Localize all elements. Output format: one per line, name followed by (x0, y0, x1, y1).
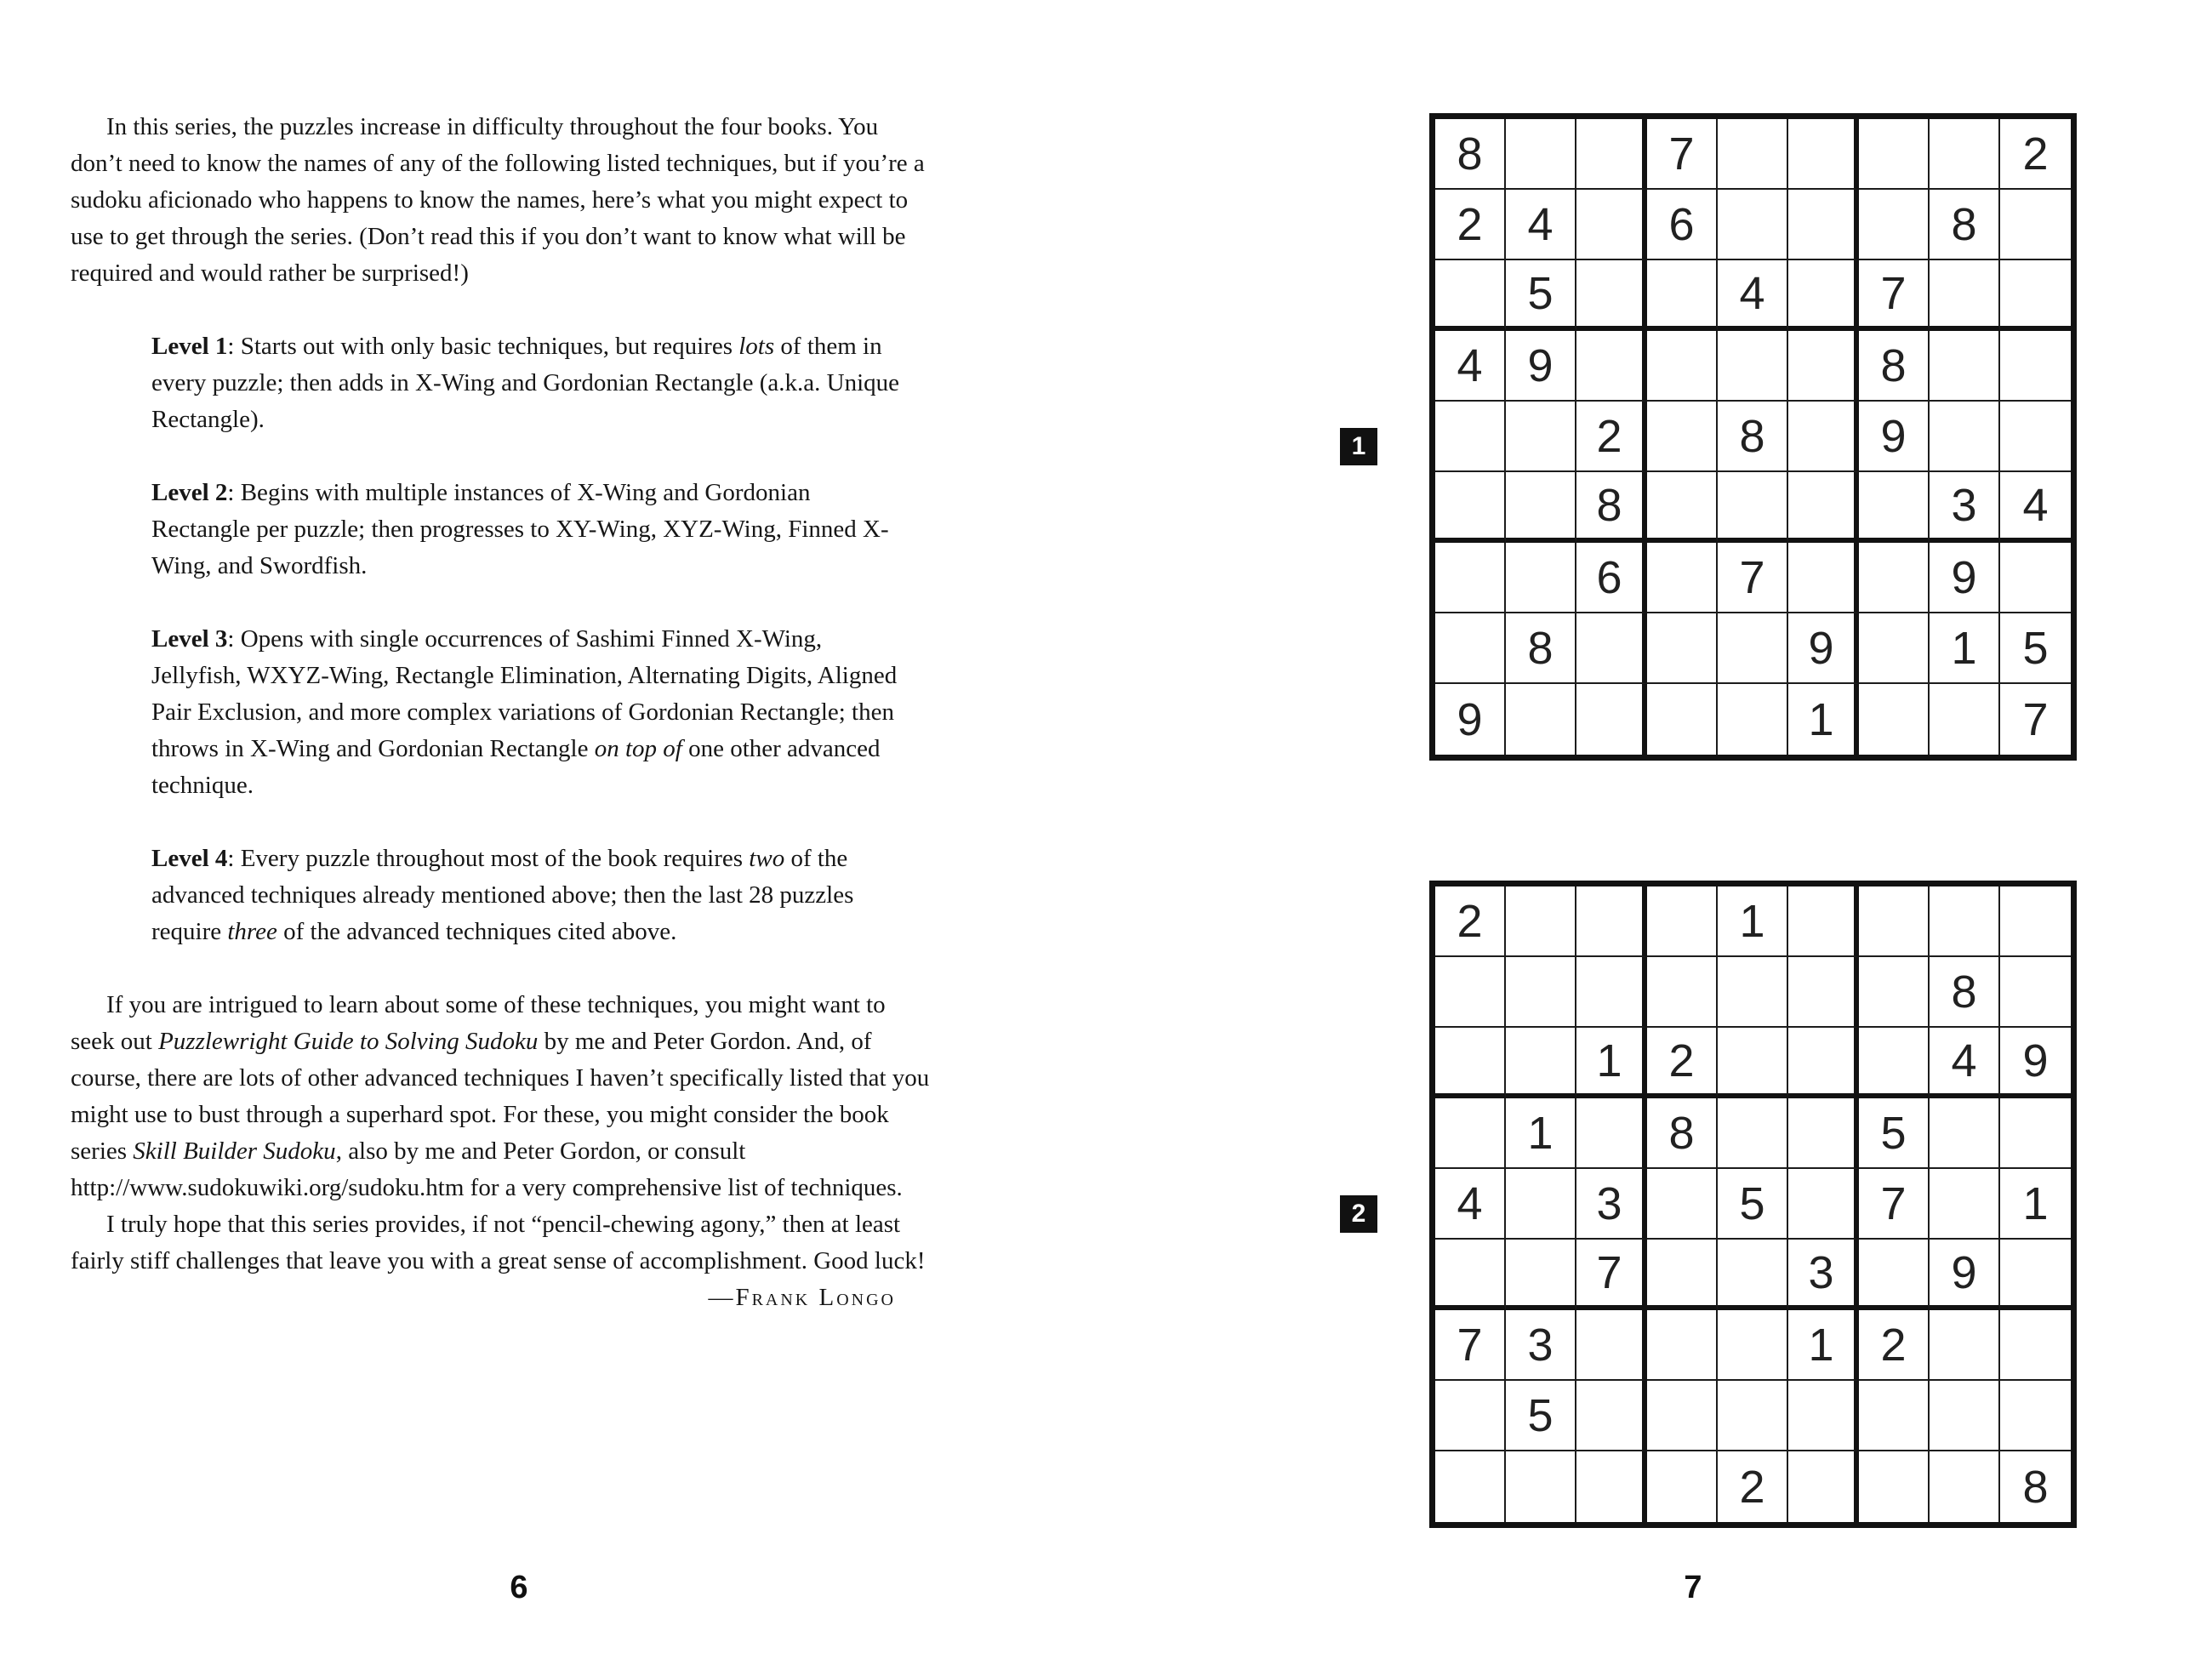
sudoku-cell: 5 (1506, 1381, 1576, 1451)
sudoku-cell (1930, 887, 2000, 957)
text-run: Level 3 (151, 625, 228, 653)
sudoku-cell (1788, 1098, 1859, 1169)
sudoku-cell: 6 (1576, 543, 1647, 613)
intro-paragraph (71, 109, 932, 292)
sudoku-cell: 4 (1930, 1028, 2000, 1098)
sudoku-cell: 5 (1506, 260, 1576, 331)
sudoku-cell (2000, 957, 2071, 1028)
sudoku-cell (2000, 887, 2071, 957)
puzzle-2 (1340, 881, 2097, 1548)
text-run: Puzzlewright Guide to Solving Sudoku (158, 1028, 539, 1055)
text-run: : Every puzzle throughout most of the book requires (227, 845, 750, 872)
sudoku-cell (1859, 1240, 1930, 1310)
sudoku-cell (1930, 119, 2000, 190)
sudoku-cell (1576, 1381, 1647, 1451)
sudoku-cell (1576, 119, 1647, 190)
sudoku-cell (1506, 1169, 1576, 1240)
sudoku-cell (2000, 260, 2071, 331)
sudoku-cell: 5 (1859, 1098, 1930, 1169)
sudoku-cell: 9 (1930, 1240, 2000, 1310)
sudoku-cell (1788, 402, 1859, 472)
sudoku-cell (1647, 543, 1718, 613)
sudoku-cell: 1 (1576, 1028, 1647, 1098)
puzzle-1 (1340, 113, 2097, 781)
text-run: on top of (594, 735, 682, 762)
sudoku-cell: 4 (1718, 260, 1788, 331)
sudoku-cell (1506, 684, 1576, 755)
sudoku-cell: 2 (1576, 402, 1647, 472)
text-run: Level 1 (151, 333, 228, 360)
text-run: by me and Peter Gordon. And, of course, there are lots of other advanced techniques I haven’t specifically listed that you might use to bust through a superhard spot. For these, you might consider the book series (71, 1028, 930, 1165)
sudoku-cell: 8 (1576, 472, 1647, 543)
sudoku-cell: 2 (1859, 1310, 1930, 1381)
sudoku-cell (1859, 887, 1930, 957)
sudoku-cell (1576, 957, 1647, 1028)
page-number-left: 6 (510, 1570, 528, 1605)
sudoku-cell: 3 (1576, 1169, 1647, 1240)
sudoku-cell (1647, 1310, 1718, 1381)
sudoku-cell (1788, 1028, 1859, 1098)
text-run: lots (738, 333, 775, 360)
sudoku-cell (1576, 1310, 1647, 1381)
sudoku-cell (1788, 887, 1859, 957)
sudoku-cell: 3 (1506, 1310, 1576, 1381)
sudoku-cell (1718, 684, 1788, 755)
sudoku-cell: 2 (1718, 1451, 1788, 1522)
sudoku-cell (1859, 613, 1930, 684)
sudoku-cell (1435, 543, 1506, 613)
page-number-right: 7 (1684, 1570, 1702, 1605)
sudoku-cell (1718, 613, 1788, 684)
sudoku-cell (1576, 684, 1647, 755)
level-3-paragraph (151, 621, 915, 804)
sudoku-cell: 8 (1930, 957, 2000, 1028)
sudoku-cell: 6 (1647, 190, 1718, 260)
sudoku-cell (1859, 957, 1930, 1028)
sudoku-cell (1647, 260, 1718, 331)
sudoku-cell: 4 (1435, 1169, 1506, 1240)
sudoku-cell (1859, 1451, 1930, 1522)
sudoku-cell: 3 (1788, 1240, 1859, 1310)
sudoku-cell: 1 (1930, 613, 2000, 684)
text-run: of the advanced techniques already mentioned above; then the last 28 puzzles require (151, 845, 854, 945)
text-run: three (227, 918, 277, 945)
closing-paragraph-2 (71, 1206, 932, 1280)
sudoku-cell (1647, 957, 1718, 1028)
sudoku-cell (1576, 260, 1647, 331)
sudoku-cell (1647, 331, 1718, 402)
text-run: Skill Builder Sudoku (133, 1137, 336, 1165)
sudoku-cell (1647, 613, 1718, 684)
level-2-paragraph (151, 475, 915, 584)
sudoku-cell (1859, 543, 1930, 613)
sudoku-cell (1788, 331, 1859, 402)
puzzle-1-label: 1 (1340, 428, 1377, 465)
sudoku-cell: 8 (1506, 613, 1576, 684)
sudoku-cell (1435, 260, 1506, 331)
sudoku-cell: 7 (1647, 119, 1718, 190)
sudoku-cell (1788, 260, 1859, 331)
sudoku-cell (1506, 472, 1576, 543)
sudoku-cell (1930, 1381, 2000, 1451)
author-attribution: —Frank Longo (708, 1284, 896, 1311)
puzzle-2-label: 2 (1340, 1195, 1377, 1233)
sudoku-cell (1506, 1451, 1576, 1522)
sudoku-cell (1576, 190, 1647, 260)
sudoku-cell (1930, 260, 2000, 331)
closing-paragraph-1 (71, 987, 932, 1206)
sudoku-cell (1647, 402, 1718, 472)
sudoku-cell (1718, 1240, 1788, 1310)
sudoku-cell (1647, 1240, 1718, 1310)
sudoku-cell (1788, 190, 1859, 260)
sudoku-cell (1718, 331, 1788, 402)
sudoku-cell (1435, 472, 1506, 543)
text-run: In this series, the puzzles increase in difficulty throughout the four books. You don’t need to know the names of any of the following listed techniques, but if you’re a sudoku aficionado who happens to know the names, here’s what you might expect to use to get through the series. (Don’t read this if you don’t want to know what will be required and would rather be surprised!) (71, 113, 925, 287)
sudoku-cell: 2 (1435, 190, 1506, 260)
sudoku-cell: 7 (2022, 693, 2049, 745)
sudoku-cell (1435, 1240, 1506, 1310)
text-run: Level 2 (151, 479, 228, 506)
text-run: , also by me and Peter Gordon, or consult http://www.sudokuwiki.org/sudoku.htm for a very comprehensive list of techniques. (71, 1137, 903, 1201)
sudoku-cell (1718, 119, 1788, 190)
sudoku-cell: 1 (1788, 684, 1859, 755)
text-run: of the advanced techniques cited above. (276, 918, 677, 945)
sudoku-cell: 8 (1859, 331, 1930, 402)
sudoku-cell (1435, 1098, 1506, 1169)
sudoku-cell (1788, 1451, 1859, 1522)
sudoku-cell (1718, 1381, 1788, 1451)
sudoku-cell (1859, 472, 1930, 543)
sudoku-cell (1930, 1451, 2000, 1522)
text-run: : Starts out with only basic techniques, but requires (227, 333, 739, 360)
sudoku-cell (1930, 1310, 2000, 1381)
sudoku-cell (1506, 1240, 1576, 1310)
sudoku-cell: 4 (1506, 190, 1576, 260)
sudoku-cell: 5 (1718, 1169, 1788, 1240)
sudoku-cell (1718, 1098, 1788, 1169)
sudoku-cell (1576, 331, 1647, 402)
sudoku-cell: 7 (1859, 1169, 1930, 1240)
sudoku-cell: 9 (1788, 613, 1859, 684)
sudoku-grid-2 (1429, 881, 2077, 1528)
sudoku-cell (1647, 887, 1718, 957)
text-run: of them in every puzzle; then adds in X-Wing and Gordonian Rectangle (a.k.a. Unique Rectangle). (151, 333, 900, 433)
sudoku-cell: 1 (1788, 1310, 1859, 1381)
sudoku-cell (1506, 1028, 1576, 1098)
sudoku-cell (1718, 957, 1788, 1028)
sudoku-cell (1718, 1028, 1788, 1098)
sudoku-cell (2000, 190, 2071, 260)
sudoku-cell: 7 (1718, 543, 1788, 613)
sudoku-cell (1435, 1381, 1506, 1451)
sudoku-cell: 4 (2000, 472, 2071, 543)
sudoku-cell: 5 (2000, 613, 2071, 684)
sudoku-cell (1859, 1381, 1930, 1451)
sudoku-cell (1647, 1169, 1718, 1240)
sudoku-cell (1859, 119, 1930, 190)
sudoku-cell (2000, 402, 2071, 472)
sudoku-cell: 7 (1859, 260, 1930, 331)
text-run: : Opens with single occurrences of Sashimi Finned X-Wing, Jellyfish, WXYZ-Wing, Rectangle Elimination, Alternating Digits, Aligned Pair Exclusion, and more complex variations of Gordonian Rectangle; then throws in X-Wing and Gordonian Rectangle (151, 625, 898, 762)
sudoku-cell: 8 (1647, 1098, 1718, 1169)
sudoku-cell (1788, 543, 1859, 613)
sudoku-cell (1435, 402, 1506, 472)
sudoku-cell (1506, 119, 1576, 190)
sudoku-cell: 1 (1506, 1098, 1576, 1169)
sudoku-cell: 3 (1930, 472, 2000, 543)
sudoku-cell: 4 (1435, 331, 1506, 402)
text-run: I truly hope that this series provides, if not “pencil-chewing agony,” then at least fairly stiff challenges that leave you with a great sense of accomplishment. Good luck! (71, 1211, 926, 1274)
sudoku-cell: 9 (1930, 543, 2000, 613)
text-run: two (749, 845, 785, 872)
sudoku-cell (1506, 402, 1576, 472)
sudoku-cell (1576, 887, 1647, 957)
sudoku-cell: 8 (2022, 1461, 2049, 1513)
sudoku-cell: 2 (2000, 119, 2071, 190)
sudoku-cell (1718, 190, 1788, 260)
sudoku-cell (2000, 331, 2071, 402)
sudoku-cell (1788, 472, 1859, 543)
sudoku-cell: 8 (1718, 402, 1788, 472)
sudoku-cell: 8 (1435, 119, 1506, 190)
sudoku-cell (2000, 1098, 2071, 1169)
sudoku-cell (1647, 472, 1718, 543)
sudoku-cell (1576, 613, 1647, 684)
level-1-paragraph (151, 328, 915, 438)
text-run: Level 4 (151, 845, 228, 872)
right-page (1106, 0, 2212, 1659)
sudoku-cell (1859, 1028, 1930, 1098)
sudoku-cell (2000, 1240, 2071, 1310)
sudoku-cell (1506, 543, 1576, 613)
sudoku-cell (1788, 957, 1859, 1028)
sudoku-cell: 9 (1435, 684, 1506, 755)
sudoku-cell (1788, 119, 1859, 190)
text-column (71, 109, 932, 1316)
sudoku-cell: 2 (1435, 887, 1506, 957)
text-run: one other advanced technique. (151, 735, 881, 799)
sudoku-cell (1788, 1381, 1859, 1451)
sudoku-cell: 7 (1576, 1240, 1647, 1310)
sudoku-cell (1930, 684, 2000, 755)
sudoku-cell: 9 (1506, 331, 1576, 402)
sudoku-cell: 8 (1930, 190, 2000, 260)
sudoku-cell (1506, 957, 1576, 1028)
sudoku-cell (1718, 472, 1788, 543)
text-run: If you are intrigued to learn about some of these techniques, you might want to seek out (71, 991, 886, 1055)
sudoku-cell (2000, 543, 2071, 613)
sudoku-cell (1930, 1169, 2000, 1240)
sudoku-cell (1647, 1451, 1718, 1522)
level-4-paragraph (151, 841, 915, 950)
sudoku-cell (1930, 331, 2000, 402)
sudoku-cell (1435, 957, 1506, 1028)
sudoku-cell (1576, 1451, 1647, 1522)
sudoku-cell (1930, 1098, 2000, 1169)
text-run: : Begins with multiple instances of X-Wing and Gordonian Rectangle per puzzle; then progresses to XY-Wing, XYZ-Wing, Finned X-Wing, and Swordfish. (151, 479, 889, 579)
sudoku-cell (1506, 887, 1576, 957)
sudoku-cell (2000, 1310, 2071, 1381)
sudoku-cell: 7 (1435, 1310, 1506, 1381)
sudoku-cell: 9 (2000, 1028, 2071, 1098)
sudoku-cell (1788, 1169, 1859, 1240)
sudoku-cell: 1 (1718, 887, 1788, 957)
sudoku-grid-1 (1429, 113, 2077, 761)
sudoku-cell: 2 (1647, 1028, 1718, 1098)
sudoku-cell: 9 (1859, 402, 1930, 472)
sudoku-cell (1859, 684, 1930, 755)
sudoku-cell (1435, 613, 1506, 684)
sudoku-cell (1859, 190, 1930, 260)
sudoku-cell: 1 (2000, 1169, 2071, 1240)
sudoku-cell (1718, 1310, 1788, 1381)
sudoku-cell (1930, 402, 2000, 472)
sudoku-cell (2000, 1381, 2071, 1451)
sudoku-cell (1647, 684, 1718, 755)
sudoku-cell (1435, 1451, 1506, 1522)
sudoku-cell (1647, 1381, 1718, 1451)
sudoku-cell (1576, 1098, 1647, 1169)
sudoku-cell (1435, 1028, 1506, 1098)
